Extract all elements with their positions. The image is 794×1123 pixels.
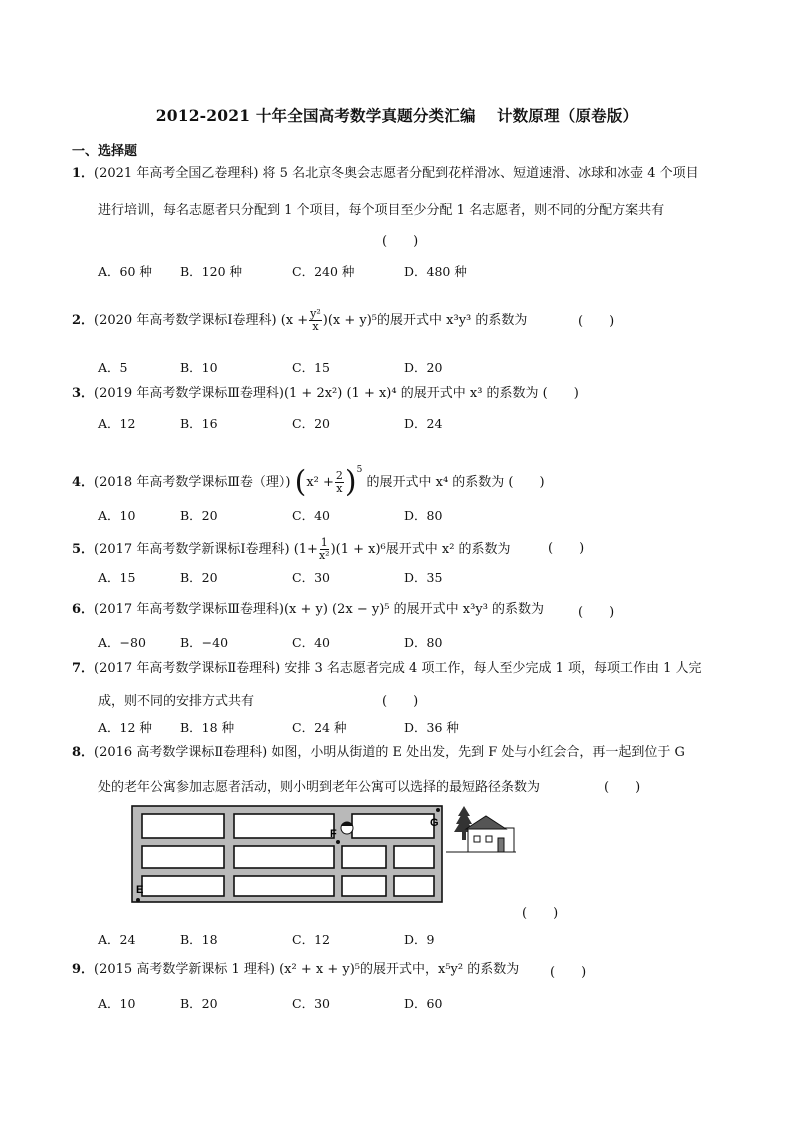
option-d[interactable]: D．9 (404, 932, 435, 947)
option-b[interactable]: B．18 (180, 932, 218, 947)
option-b[interactable]: B．10 (180, 360, 218, 375)
block (234, 876, 334, 896)
question-number: 8． (72, 745, 95, 760)
math-expression: (1 + 2x²) (1 + x)⁴ (283, 386, 397, 401)
option-d[interactable]: D．20 (404, 360, 443, 375)
block (352, 814, 434, 838)
question-text: 的展开式中 x³ 的系数为 ( ) (400, 386, 579, 401)
option-d[interactable]: D．35 (404, 570, 443, 585)
block (142, 876, 224, 896)
question-source: (2020 年高考数学课标Ⅰ卷理科) (94, 313, 277, 328)
option-c[interactable]: C．30 (292, 996, 330, 1011)
page-title: 2012-2021 十年全国高考数学真题分类汇编 计数原理（原卷版） (155, 106, 639, 125)
option-c[interactable]: C．40 (292, 508, 330, 523)
point-e-label: E (136, 884, 144, 896)
answer-blank: ( ) (522, 906, 559, 921)
option-b[interactable]: B．−40 (180, 635, 229, 650)
question-number: 7． (72, 661, 95, 676)
option-a[interactable]: A．10 (98, 996, 136, 1011)
options-row (98, 633, 442, 651)
option-d[interactable]: D．60 (404, 996, 443, 1011)
option-c[interactable]: C．20 (292, 416, 330, 431)
point-f-label: F (330, 828, 337, 840)
block (234, 814, 334, 838)
answer-blank: ( ) (382, 234, 419, 249)
question-8-continuation: 处的老年公寓参加志愿者活动，则小明到老年公寓可以选择的最短路径条数为 (98, 780, 541, 795)
question-text: 的展开式中 x⁴ 的系数为 ( ) (366, 475, 545, 490)
option-a[interactable]: A．10 (98, 508, 136, 523)
question-number: 3． (72, 386, 95, 401)
options-row (98, 262, 467, 280)
option-c[interactable]: C．40 (292, 635, 330, 650)
question-number: 6． (72, 602, 95, 617)
option-b[interactable]: B．20 (180, 996, 218, 1011)
math-expression: (1+ $\frac{1}{\text{x²}}$ )(1 + x)⁶ (293, 536, 386, 562)
options-row (98, 994, 442, 1012)
block (342, 846, 386, 868)
option-a[interactable]: A．5 (98, 360, 128, 375)
question-text: (2016 高考数学课标Ⅱ卷理科) 如图，小明从街道的 E 处出发，先到 F 处与小红会合，再一起到位于 G (94, 745, 685, 760)
question-number: 2． (72, 313, 95, 328)
block (142, 846, 224, 868)
option-c[interactable]: C．24 种 (292, 720, 347, 735)
options-row (98, 506, 442, 524)
question-number: 9． (72, 962, 95, 977)
option-a[interactable]: A．12 (98, 416, 136, 431)
question-number: 4． (72, 475, 95, 490)
option-c[interactable]: C．240 种 (292, 264, 355, 279)
option-b[interactable]: B．20 (180, 508, 218, 523)
option-a[interactable]: A．15 (98, 570, 136, 585)
option-a[interactable]: A．24 (98, 932, 136, 947)
point-g-marker (436, 808, 440, 812)
options-row (98, 718, 459, 736)
math-expression: (x² + x + y)⁵ (279, 962, 360, 977)
option-d[interactable]: D．36 种 (404, 720, 459, 735)
question-source: (2015 高考数学新课标 1 理科) (94, 962, 275, 977)
question-text: (2017 年高考数学课标Ⅱ卷理科) 安排 3 名志愿者完成 4 项工作，每人至少完成 1 项，每项工作由 1 人完 (94, 661, 702, 676)
math-expression: (x + y) (2x − y)⁵ (283, 602, 390, 617)
question-1 (72, 165, 699, 183)
option-d[interactable]: D．24 (404, 416, 443, 431)
answer-blank: ( ) (578, 605, 615, 620)
question-text: (2021 年高考全国乙卷理科) 将 5 名北京冬奥会志愿者分配到花样滑冰、短道速滑、冰球和冰壶 4 个项目 (94, 166, 699, 181)
option-b[interactable]: B．20 (180, 570, 218, 585)
option-b[interactable]: B．120 种 (180, 264, 243, 279)
nursing-home-figure (446, 806, 516, 852)
question-7 (72, 660, 702, 678)
question-text: 的展开式中 x³y³ 的系数为 (393, 602, 545, 617)
question-source: (2019 年高考数学课标Ⅲ卷理科) (94, 386, 284, 401)
answer-blank: ( ) (550, 965, 587, 980)
point-g-label: G (430, 817, 439, 829)
question-3 (72, 385, 579, 403)
question-source: (2017 年高考数学新课标Ⅰ卷理科) (94, 542, 290, 557)
option-d[interactable]: D．80 (404, 508, 443, 523)
question-source: (2017 年高考数学课标Ⅲ卷理科) (94, 602, 284, 617)
question-text: 的展开式中 x³y³ 的系数为 (377, 313, 528, 328)
block (342, 876, 386, 896)
question-4 (72, 452, 545, 501)
block (234, 846, 334, 868)
option-c[interactable]: C．12 (292, 932, 330, 947)
block (394, 876, 434, 896)
options-row (98, 414, 442, 432)
option-a[interactable]: A．−80 (98, 635, 146, 650)
question-2 (72, 308, 527, 333)
question-source: (2018 年高考数学课标Ⅲ卷（理）) (94, 475, 291, 490)
answer-blank: ( ) (578, 314, 615, 329)
question-8 (72, 744, 685, 762)
point-e-marker (136, 898, 140, 902)
point-f-marker (336, 840, 340, 844)
answer-blank: ( ) (604, 780, 641, 795)
question-number: 1． (72, 166, 95, 181)
question-number: 5． (72, 542, 95, 557)
math-expression: (x + $\frac{\text{y²}}{x}$ )(x + y)⁵ (280, 307, 378, 333)
block (394, 846, 434, 868)
options-row (98, 930, 434, 948)
option-c[interactable]: C．30 (292, 570, 330, 585)
option-d[interactable]: D．80 (404, 635, 443, 650)
section-heading: 一、选择题 (72, 144, 138, 159)
answer-blank: ( ) (382, 694, 419, 709)
question-text: 展开式中 x² 的系数为 (385, 542, 511, 557)
option-a[interactable]: A．60 种 (98, 264, 152, 279)
option-c[interactable]: C．15 (292, 360, 330, 375)
answer-blank: ( ) (548, 541, 585, 556)
street-map-figure (128, 804, 518, 904)
options-row (98, 568, 442, 586)
question-9 (72, 961, 519, 979)
option-b[interactable]: B．16 (180, 416, 218, 431)
math-expression: (x² + $\frac{2}{x}$ )$^5$ (294, 464, 363, 500)
options-row (98, 358, 442, 376)
question-text: 的展开式中，x⁵y² 的系数为 (359, 962, 520, 977)
question-7-continuation: 成，则不同的安排方式共有 (98, 694, 255, 709)
question-1-continuation: 进行培训，每名志愿者只分配到 1 个项目，每个项目至少分配 1 名志愿者，则不同的分配方案共有 (98, 203, 665, 218)
question-5 (72, 537, 511, 562)
block (142, 814, 224, 838)
option-a[interactable]: A．12 种 (98, 720, 152, 735)
option-d[interactable]: D．480 种 (404, 264, 467, 279)
option-b[interactable]: B．18 种 (180, 720, 235, 735)
question-6 (72, 601, 544, 619)
girl-figure (341, 822, 353, 834)
